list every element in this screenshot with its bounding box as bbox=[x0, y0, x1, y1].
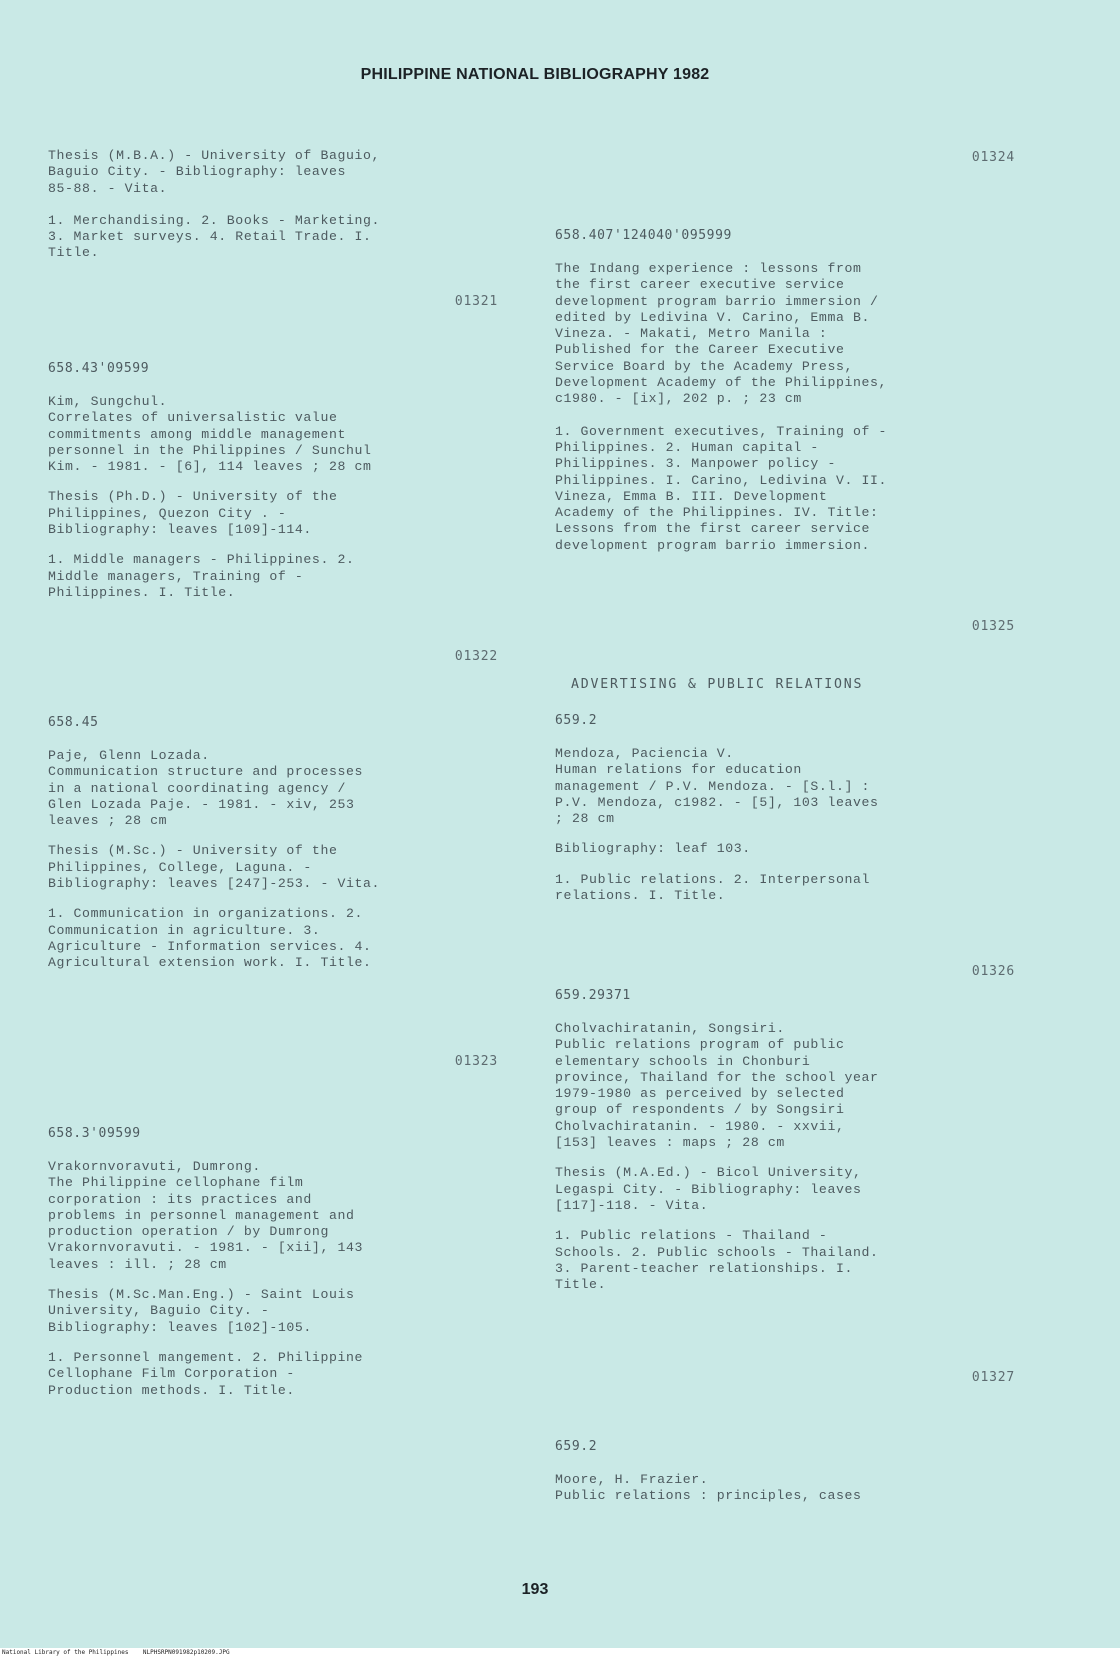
entry-01325 bbox=[555, 228, 1015, 554]
bibliographic-description: Kim, Sungchul. Correlates of universalistic value commitments among middle management personnel in the Philippines / Sunchul Kim. - 1981. - [6], 114 leaves ; 28 cm bbox=[48, 394, 372, 475]
record-id: 01324 bbox=[971, 150, 1015, 165]
thesis-note: Thesis (M.Sc.) - University of the Philippines, College, Laguna. - Bibliography: leaves [247]-253. - Vita. bbox=[48, 843, 381, 892]
classification-number: 658.3'09599 bbox=[48, 1126, 141, 1141]
scan-footer bbox=[0, 1648, 1120, 1658]
record-id: 01327 bbox=[971, 1370, 1015, 1385]
bibliographic-description: Moore, H. Frazier. Public relations : principles, cases bbox=[555, 1472, 862, 1504]
classification-number: 659.2 bbox=[555, 713, 598, 728]
classification-number: 658.45 bbox=[48, 715, 99, 730]
entry-01326 bbox=[555, 713, 1015, 904]
page-title: PHILIPPINE NATIONAL BIBLIOGRAPHY 1982 bbox=[360, 66, 710, 83]
bibliographic-description: Paje, Glenn Lozada. Communication structure and processes in a national coordinating agency / Glen Lozada Paje. - 1981. - xiv, 253 leaves ; 28 cm bbox=[48, 748, 364, 829]
classification-number: 658.407'124040'095999 bbox=[555, 228, 732, 243]
subject-headings: 1. Personnel mangement. 2. Philippine Cellophane Film Corporation - Production methods. I. Title. bbox=[48, 1349, 364, 1398]
entry-01323 bbox=[48, 715, 508, 972]
footer-filename: NLPHSRPN091982p10209.JPG bbox=[142, 1649, 230, 1656]
entry-01327 bbox=[555, 988, 1015, 1293]
bibliographic-description: Cholvachiratanin, Songsiri. Public relations program of public elementary schools in Chonburi province, Thailand for the school year 1979-1980 as perceived by selected group of respondents / by Songsiri Cholvachiratanin. - 1980. - xxvii, [153] leaves : maps ; 28 cm bbox=[555, 1021, 879, 1151]
bibliography-note: Bibliography: leaf 103. bbox=[555, 841, 751, 857]
subject-headings: 1. Public relations - Thailand - Schools. 2. Public schools - Thailand. 3. Parent-teacher relationships. I. Title. bbox=[555, 1228, 879, 1293]
record-id: 01323 bbox=[454, 1054, 498, 1069]
bibliographic-description: Vrakornvoravuti, Dumrong. The Philippine cellophane film corporation : its practices and problems in personnel management and production operation / by Dumrong Vrakornvoravuti. - 1981. - [xii], 143 leaves : ill. ; 28 cm bbox=[48, 1159, 364, 1272]
thesis-note: Thesis (M.B.A.) - University of Baguio, Baguio City. - Bibliography: leaves 85-88. - Vita. bbox=[48, 148, 381, 196]
subject-headings: 1. Public relations. 2. Interpersonal relations. I. Title. bbox=[555, 871, 871, 904]
thesis-note: Thesis (Ph.D.) - University of the Philippines, Quezon City . - Bibliography: leaves [109]-114. bbox=[48, 489, 338, 538]
entry-01328 bbox=[555, 1439, 1015, 1505]
subject-headings: 1. Communication in organizations. 2. Communication in agriculture. 3. Agriculture - Information services. 4. Agricultural extension work. I. Title. bbox=[48, 906, 372, 971]
thesis-note: Thesis (M.Sc.Man.Eng.) - Saint Louis University, Baguio City. - Bibliography: leaves [102]-105. bbox=[48, 1287, 355, 1335]
section-heading: ADVERTISING & PUBLIC RELATIONS bbox=[571, 677, 864, 692]
entry-01324 bbox=[48, 1126, 508, 1399]
record-id: 01322 bbox=[454, 649, 498, 664]
bibliographic-description: Mendoza, Paciencia V. Human relations for education management / P.V. Mendoza. - [S.l.] : P.V. Mendoza, c1982. - [5], 103 leaves ; 28 cm bbox=[555, 746, 879, 827]
entry-01322 bbox=[48, 361, 508, 601]
classification-number: 658.43'09599 bbox=[48, 361, 150, 376]
entry-01321-continued bbox=[48, 148, 508, 262]
record-id: 01326 bbox=[971, 964, 1015, 979]
footer-library: National Library of the Philippines bbox=[2, 1649, 129, 1656]
classification-number: 659.29371 bbox=[555, 988, 631, 1003]
record-id: 01325 bbox=[971, 619, 1015, 634]
subject-headings: 1. Government executives, Training of - Philippines. 2. Human capital - Philippines. 3. Manpower policy - Philippines. I. Carino, Ledivina V. II. Vineza, Emma B. III. Development Academy of the Philippines. IV. Title: Lessons from the first career service development program barrio immersion. bbox=[555, 423, 888, 553]
thesis-note: Thesis (M.A.Ed.) - Bicol University, Legaspi City. - Bibliography: leaves [117]-118. - Vita. bbox=[555, 1165, 862, 1213]
bibliographic-description: The Indang experience : lessons from the first career executive service development program barrio immersion / edited by Ledivina V. Carino, Emma B. Vineza. - Makati, Metro Manila : Published for the Career Executive Service Board by the Academy Press, Development Academy of the Philippines, c1980. - [ix], 202 p. ; 23 cm bbox=[555, 261, 888, 407]
classification-number: 659.2 bbox=[555, 1439, 598, 1454]
subject-headings: 1. Merchandising. 2. Books - Marketing. 3. Market surveys. 4. Retail Trade. I. Title. bbox=[48, 212, 381, 261]
page-number: 193 bbox=[521, 1581, 549, 1598]
record-id: 01321 bbox=[454, 294, 498, 309]
subject-headings: 1. Middle managers - Philippines. 2. Middle managers, Training of - Philippines. I. Title. bbox=[48, 552, 355, 600]
